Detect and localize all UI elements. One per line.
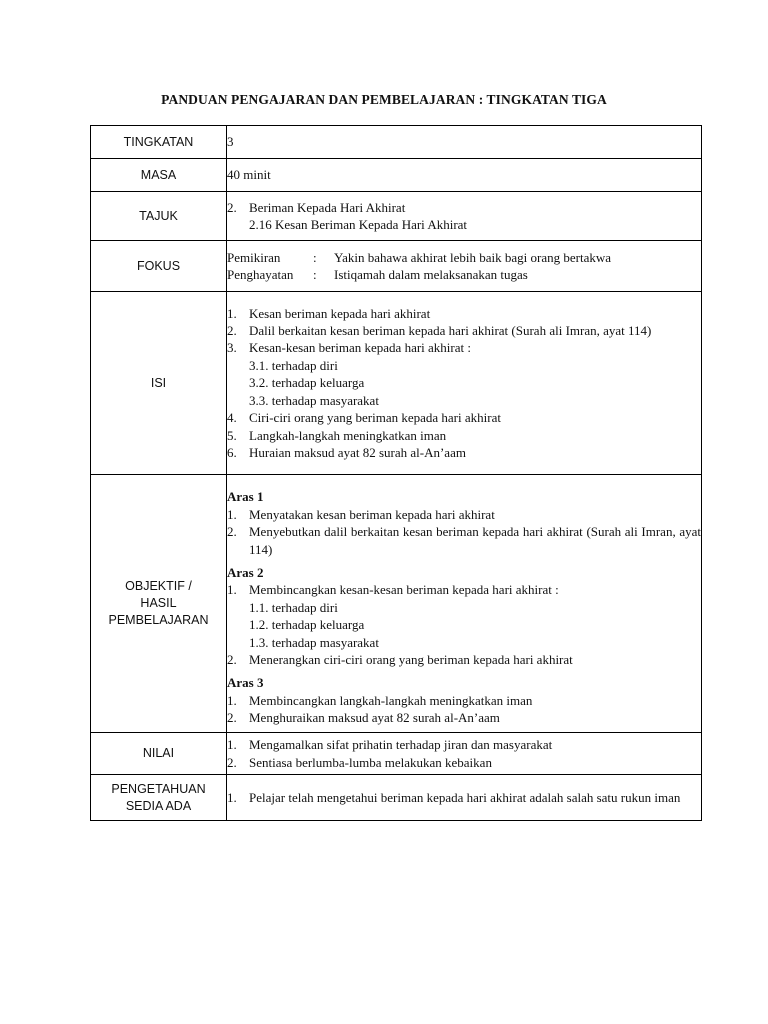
label-objektif (91, 475, 227, 733)
item-number: 1. (227, 305, 237, 321)
list-item (227, 409, 701, 426)
label-pengetahuan (91, 775, 227, 821)
item-number: 1. (227, 506, 237, 522)
fokus-item (227, 266, 701, 283)
sub-item: 1.3. terhadap masyarakat (249, 634, 379, 650)
fokus-colon: : (313, 249, 317, 265)
item-text: Huraian maksud ayat 82 surah al-An’aam (249, 444, 466, 460)
value-tingkatan: 3 (227, 126, 702, 159)
value-fokus (227, 241, 702, 292)
value-masa: 40 minit (227, 159, 702, 192)
sub-item: 3.2. terhadap keluarga (249, 375, 365, 391)
label-masa: MASA (91, 159, 227, 192)
item-number: 1. (227, 582, 237, 598)
value-pengetahuan (227, 775, 702, 821)
item-number: 4. (227, 410, 237, 426)
fokus-value: Yakin bahawa akhirat lebih baik bagi orang bertakwa (334, 249, 612, 265)
list-item (227, 581, 701, 598)
row-isi (91, 292, 702, 475)
item-number: 2. (227, 524, 237, 540)
label-nilai: NILAI (91, 733, 227, 775)
lesson-plan-table (90, 125, 702, 821)
item-text: Menyebutkan dalil berkaitan kesan beriman kepada hari akhirat (Surah ali Imran, ayat 114) (249, 524, 701, 557)
item-text: Menyatakan kesan beriman kepada hari akhirat (249, 506, 495, 522)
item-text: Menghuraikan maksud ayat 82 surah al-An’aam (249, 710, 500, 726)
list-item (227, 523, 701, 558)
list-item (227, 709, 701, 726)
list-item (227, 305, 701, 322)
row-pengetahuan (91, 775, 702, 821)
value-tajuk (227, 192, 702, 241)
label-objektif-line: OBJEKTIF / (125, 579, 192, 593)
value-nilai (227, 733, 702, 775)
row-nilai (91, 733, 702, 775)
list-item (227, 427, 701, 444)
item-number: 2. (227, 710, 237, 726)
value-objektif (227, 475, 702, 733)
list-item (227, 736, 701, 753)
aras-2-heading: Aras 2 (227, 564, 264, 580)
sub-item: 1.2. terhadap keluarga (249, 617, 365, 633)
list-item (227, 506, 701, 523)
item-text: Pelajar telah mengetahui beriman kepada hari akhirat adalah salah satu rukun iman (249, 789, 681, 805)
item-text: Membincangkan langkah-langkah meningkatkan iman (249, 692, 533, 708)
label-tingkatan: TINGKATAN (91, 126, 227, 159)
row-tajuk (91, 192, 702, 241)
value-isi (227, 292, 702, 475)
item-text: Menerangkan ciri-ciri orang yang beriman kepada hari akhirat (249, 652, 573, 668)
label-fokus: FOKUS (91, 241, 227, 292)
item-text: Ciri-ciri orang yang beriman kepada hari akhirat (249, 410, 501, 426)
list-item (227, 339, 701, 356)
tajuk-number: 2. (227, 199, 237, 215)
list-item (227, 322, 701, 339)
item-number: 3. (227, 340, 237, 356)
item-number: 2. (227, 652, 237, 668)
label-pengetahuan-line: PENGETAHUAN (111, 781, 206, 796)
list-item (227, 651, 701, 668)
document-title: PANDUAN PENGAJARAN DAN PEMBELAJARAN : TINGKATAN TIGA (161, 92, 607, 107)
item-number: 1. (227, 789, 237, 805)
row-fokus (91, 241, 702, 292)
label-tajuk: TAJUK (91, 192, 227, 241)
tajuk-main-text: Beriman Kepada Hari Akhirat (249, 199, 406, 215)
item-text: Dalil berkaitan kesan beriman kepada hari akhirat (Surah ali Imran, ayat 114) (249, 323, 652, 339)
label-objektif-line: HASIL (140, 596, 177, 610)
sub-item: 3.3. terhadap masyarakat (249, 392, 379, 408)
label-objektif-line: PEMBELAJARAN (108, 613, 209, 627)
item-text: Kesan beriman kepada hari akhirat (249, 305, 431, 321)
item-text: Mengamalkan sifat prihatin terhadap jiran dan masyarakat (249, 737, 553, 753)
item-number: 5. (227, 427, 237, 443)
item-text: Kesan-kesan beriman kepada hari akhirat : (249, 340, 471, 356)
item-number: 2. (227, 754, 237, 770)
sub-item: 1.1. terhadap diri (249, 599, 338, 615)
fokus-colon: : (313, 267, 317, 282)
list-item (227, 692, 701, 709)
label-pengetahuan-line: SEDIA ADA (125, 798, 192, 813)
aras-1-heading: Aras 1 (227, 489, 264, 505)
item-text: Sentiasa berlumba-lumba melakukan kebaikan (249, 754, 492, 770)
item-text: Membincangkan kesan-kesan beriman kepada hari akhirat : (249, 582, 559, 598)
list-item (227, 789, 701, 806)
sub-item: 3.1. terhadap diri (249, 357, 338, 373)
row-masa (91, 159, 702, 192)
item-number: 6. (227, 444, 237, 460)
item-text: Langkah-langkah meningkatkan iman (249, 427, 447, 443)
item-number: 1. (227, 737, 237, 753)
tajuk-main (227, 199, 701, 216)
item-number: 1. (227, 692, 237, 708)
fokus-key: Pemikiran (227, 249, 281, 265)
fokus-value: Istiqamah dalam melaksanakan tugas (334, 267, 528, 282)
fokus-item (227, 249, 701, 266)
list-item (227, 754, 701, 771)
fokus-key: Penghayatan (227, 267, 294, 282)
label-isi: ISI (91, 292, 227, 475)
tajuk-sub: 2.16 Kesan Beriman Kepada Hari Akhirat (249, 217, 468, 232)
row-objektif (91, 475, 702, 733)
item-number: 2. (227, 323, 237, 339)
aras-3-heading: Aras 3 (227, 675, 264, 691)
list-item (227, 444, 701, 461)
row-tingkatan (91, 126, 702, 159)
